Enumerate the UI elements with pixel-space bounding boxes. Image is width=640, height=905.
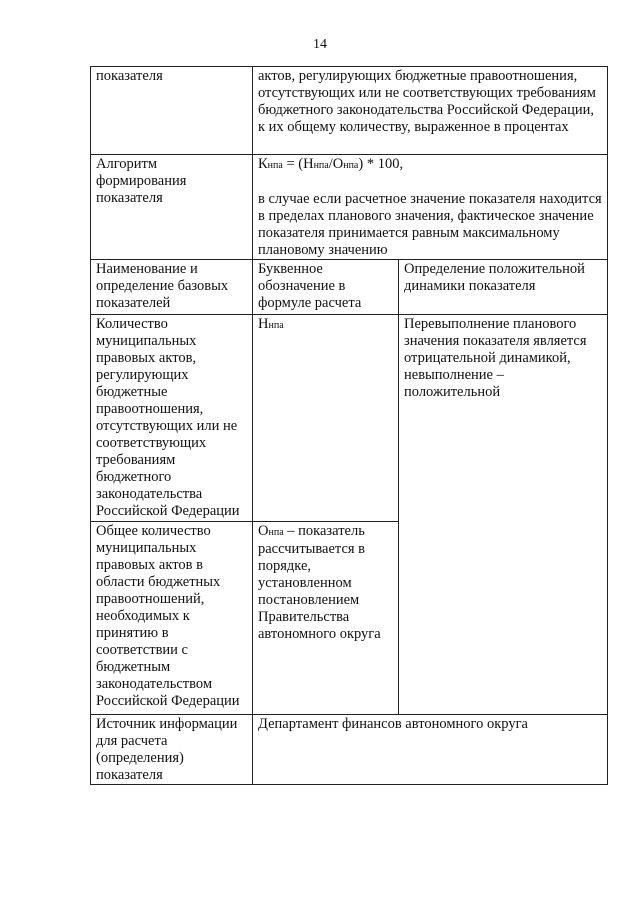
base-indicator-1-name: Количество муниципальных правовых актов, регулирующих бюджетные правоотношения, отсутствующих или не соответствующих требованиям бюджетного законодательства Российской Федерации [91, 315, 253, 522]
base-indicator-dynamics-continued [399, 522, 608, 715]
symbol-n: Н [258, 316, 269, 332]
symbol-o: О [258, 523, 269, 539]
table-row [91, 522, 608, 715]
algorithm-note: в случае если расчетное значение показателя находится в пределах планового значения, фактическое значение показателя принимается равным максимальному плановому значению [258, 191, 602, 258]
formula-eq: = (Н [282, 156, 314, 172]
row-label-indicator [91, 67, 253, 155]
row-label-text: показателя [96, 68, 163, 84]
source-value: Департамент финансов автономного округа [253, 715, 608, 785]
page-number: 14 [313, 37, 327, 52]
formula-tail: ) * 100, [358, 156, 404, 172]
header-cell-symbol: Буквенное обозначение в формуле расчета [253, 260, 399, 315]
row-value-algorithm [253, 155, 608, 260]
formula-n-subscript: нпа [313, 160, 329, 171]
base-indicator-dynamics: Перевыполнение планового значения показателя является отрицательной динамикой, невыполнение – положительной [399, 315, 608, 522]
symbol-n-subscript: нпа [268, 320, 284, 331]
base-indicator-2-name: Общее количество муниципальных правовых актов в области бюджетных правоотношений, необходимых к принятию в соответствии с бюджетным законодательством Российской Федерации [91, 522, 253, 715]
table-row [91, 67, 608, 155]
indicator-passport-table [90, 66, 608, 785]
base-indicator-1-symbol [253, 315, 399, 522]
formula-k-subscript: нпа [267, 160, 283, 171]
symbol-o-subscript: нпа [268, 527, 284, 538]
formula-slash: /О [328, 156, 344, 172]
table-row [91, 155, 608, 260]
formula [258, 156, 602, 174]
symbol-o-description: – показатель рассчитывается в порядке, установленном постановлением Правительства автономного округа [258, 523, 381, 642]
algorithm-label: Алгоритм формирования показателя [96, 156, 187, 206]
table-row [91, 260, 608, 315]
source-label: Источник информации для расчета (определения) показателя [91, 715, 253, 785]
header-cell-name: Наименование и определение базовых показателей [91, 260, 253, 315]
base-indicator-2-symbol [253, 522, 399, 715]
table-row [91, 315, 608, 522]
formula-k: К [258, 156, 268, 172]
row-label-algorithm [91, 155, 253, 260]
row-value-indicator [253, 67, 608, 155]
table-row [91, 715, 608, 785]
header-cell-dynamics: Определение положительной динамики показателя [399, 260, 608, 315]
formula-o-subscript: нпа [343, 160, 359, 171]
indicator-definition-text: актов, регулирующих бюджетные правоотношения, отсутствующих или не соответствующих требованиям бюджетного законодательства Российской Федерации, к их общему количеству, выраженное в процентах [258, 68, 596, 135]
